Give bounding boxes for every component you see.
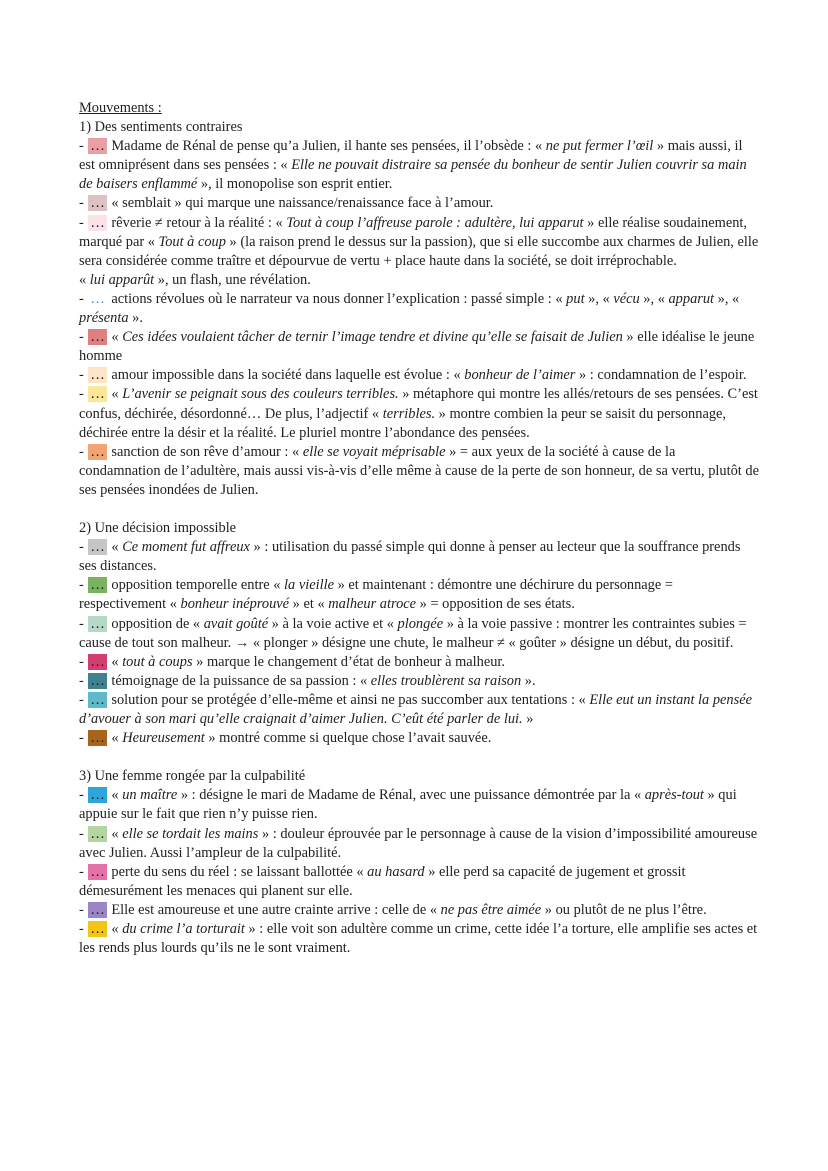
body-text: » elle perd sa capacité de jugement et grossit démesurément les menaces qui planent sur elle. — [79, 863, 686, 899]
list-item — [79, 538, 759, 576]
bullet-dash: - — [79, 290, 88, 307]
list-item — [79, 901, 759, 920]
body-text: », un flash, une révélation. — [154, 271, 311, 288]
list-item — [79, 729, 759, 748]
bullet-dash: - — [79, 443, 88, 460]
body-text: » elle réalise soudainement, marqué par « — [79, 214, 747, 250]
quote-text: ne put fermer l’œil — [545, 138, 654, 155]
list-item — [79, 194, 759, 213]
color-marker: … — [90, 921, 105, 938]
list-item — [79, 137, 759, 194]
body-text: « — [111, 730, 123, 747]
bullet-dash: - — [79, 329, 88, 346]
section-spacer — [79, 500, 759, 519]
list-item — [79, 653, 759, 672]
color-marker: … — [90, 863, 105, 880]
list-item — [79, 920, 759, 958]
list-item — [79, 290, 759, 328]
body-text: « — [111, 787, 123, 804]
bullet-dash: - — [79, 787, 88, 804]
color-marker: … — [90, 653, 105, 670]
quote-text: elle se tordait les mains — [122, 825, 259, 842]
bullet-dash: - — [79, 138, 88, 155]
body-text: « — [79, 271, 90, 288]
bullet-dash: - — [79, 901, 88, 918]
quote-text: Elle eut un instant la pensée d’avouer à son mari qu’elle craignait d’aimer Julien. C’eût été parler de lui. — [79, 691, 753, 727]
bullet-dash: - — [79, 921, 88, 938]
quote-text: un maître — [122, 787, 178, 804]
body-text: témoignage de la puissance de sa passion : « — [111, 672, 371, 689]
list-item — [79, 615, 759, 653]
body-text: », « — [639, 290, 669, 307]
body-text: », « — [584, 290, 614, 307]
body-text: « — [111, 825, 123, 842]
body-text: » : condamnation de l’espoir. — [575, 367, 747, 384]
quote-text: L’avenir se peignait sous des couleurs terribles. — [122, 386, 399, 403]
body-text: » et « — [289, 596, 329, 613]
body-text: « — [111, 386, 123, 403]
body-text: solution pour se protégée d’elle-même et ainsi ne pas succomber aux tentations : « — [111, 691, 590, 708]
color-marker: … — [90, 901, 105, 918]
section-3 — [79, 767, 759, 958]
bullet-dash: - — [79, 730, 88, 747]
quote-text: put — [566, 290, 585, 307]
body-text: actions révolues où le narrateur va nous donner l’explication : passé simple : « — [111, 290, 567, 307]
body-text: ». — [128, 310, 143, 327]
body-text: « semblait » qui marque une naissance/renaissance face à l’amour. — [111, 195, 494, 212]
document-body — [79, 99, 759, 958]
body-text: », il monopolise son esprit entier. — [197, 176, 393, 193]
body-text: » montre combien la peur se saisit du personnage, déchirée entre la désir et la réalité. Le pluriel montre l’abondance des pensées. — [79, 405, 727, 441]
quote-text: vécu — [613, 290, 640, 307]
quote-text: Tout à coup — [158, 233, 226, 250]
body-text: ». — [521, 672, 536, 689]
body-text: » = opposition de ses états. — [416, 596, 575, 613]
body-text: » marque le changement d’état de bonheur à malheur. — [192, 653, 506, 670]
body-text: » : douleur éprouvée par le personnage à cause de la vision d’impossibilité amoureuse avec Julien. Aussi l’ampleur de la culpabilité. — [79, 825, 758, 861]
bullet-dash: - — [79, 672, 88, 689]
body-text: sanction de son rêve d’amour : « — [111, 443, 303, 460]
body-text: » : utilisation du passé simple qui donne à penser au lecteur que la souffrance prends ses distances. — [79, 539, 741, 575]
quote-text: terribles. — [382, 405, 436, 422]
body-text: » (la raison prend le dessus sur la passion), que si elle succombe aux charmes de Julien, elle sera considérée comme traître et dépourvue de vertu + place haute dans la société, se doit irréprochable. — [79, 233, 759, 269]
list-item — [79, 328, 759, 366]
list-item — [79, 443, 759, 500]
body-text: » à la voie active et « — [268, 615, 398, 632]
color-marker: … — [90, 672, 105, 689]
sections-container — [79, 118, 759, 958]
color-marker: … — [90, 539, 105, 556]
quote-text: Ce moment fut affreux — [122, 539, 250, 556]
quote-text: présenta — [79, 310, 129, 327]
bullet-dash: - — [79, 386, 88, 403]
list-item — [79, 786, 759, 824]
section-2 — [79, 519, 759, 748]
body-text: Elle est amoureuse et une autre crainte arrive : celle de « — [111, 901, 441, 918]
body-text: » et maintenant : démontre une déchirure du personnage = respectivement « — [79, 577, 673, 613]
bullet-dash: - — [79, 367, 88, 384]
quote-text: Ces idées voulaient tâcher de ternir l’image tendre et divine qu’elle se faisait de Julien — [122, 329, 623, 346]
body-text: » ou plutôt de ne plus l’être. — [541, 901, 707, 918]
quote-text: après-tout — [644, 787, 704, 804]
body-text: perte du sens du réel : se laissant ballottée « — [111, 863, 368, 880]
quote-text: avait goûté — [203, 615, 269, 632]
body-text: » mais aussi, il est omniprésent dans ses pensées : « — [79, 138, 743, 174]
list-item — [79, 271, 759, 290]
body-text: », « — [714, 290, 740, 307]
quote-text: elles troublèrent sa raison — [370, 672, 522, 689]
body-text: amour impossible dans la société dans laquelle est évolue : « — [111, 367, 465, 384]
list-item — [79, 385, 759, 442]
quote-text: Heureusement — [122, 730, 205, 747]
quote-text: apparut — [668, 290, 715, 307]
color-marker: … — [90, 386, 105, 403]
bullet-dash: - — [79, 195, 88, 212]
page-heading: Mouvements : — [79, 100, 162, 116]
quote-text: lui apparût — [89, 271, 155, 288]
section-spacer — [79, 748, 759, 767]
list-item — [79, 576, 759, 614]
section-1 — [79, 118, 759, 500]
section-title: 2) Une décision impossible — [79, 520, 237, 537]
list-item — [79, 366, 759, 385]
bullet-dash: - — [79, 577, 88, 594]
list-item — [79, 214, 759, 271]
color-marker: … — [90, 214, 105, 231]
quote-text: plongée — [397, 615, 444, 632]
quote-text: tout à coups — [122, 653, 193, 670]
quote-text: malheur atroce — [328, 596, 417, 613]
list-item — [79, 863, 759, 901]
body-text: rêverie ≠ retour à la réalité : « — [111, 214, 287, 231]
color-marker: … — [90, 290, 105, 307]
quote-text: la vieille — [284, 577, 334, 594]
body-text: Madame de Rénal de pense qu’a Julien, il hante ses pensées, il l’obsède : « — [111, 138, 546, 155]
bullet-dash: - — [79, 863, 88, 880]
bullet-dash: - — [79, 214, 88, 231]
list-item — [79, 672, 759, 691]
color-marker: … — [90, 825, 105, 842]
body-text: « — [111, 653, 123, 670]
quote-text: bonheur inéprouvé — [180, 596, 290, 613]
body-text: « — [111, 921, 123, 938]
body-text: » elle idéalise le jeune homme — [79, 329, 755, 365]
color-marker: … — [90, 138, 105, 155]
color-marker: … — [90, 787, 105, 804]
quote-text: bonheur de l’aimer — [464, 367, 576, 384]
quote-text: au hasard — [367, 863, 425, 880]
color-marker: … — [90, 730, 105, 747]
section-title: 3) Une femme rongée par la culpabilité — [79, 768, 306, 785]
list-item — [79, 825, 759, 863]
bullet-dash: - — [79, 825, 88, 842]
body-text: » à la voie passive : montrer les contraintes subies = cause de tout son malheur. → « plonger » désigne une chute, le malheur ≠ « goûter » désigne un début, du positif. — [79, 615, 747, 651]
color-marker: … — [90, 443, 105, 460]
body-text: » : désigne le mari de Madame de Rénal, avec une puissance démontrée par la « — [177, 787, 645, 804]
quote-text: du crime l’a torturait — [122, 921, 245, 938]
list-item — [79, 691, 759, 729]
body-text: opposition temporelle entre « — [111, 577, 285, 594]
body-text: » qui appuie sur le fait que rien n’y puisse rien. — [79, 787, 737, 823]
body-text: « — [111, 329, 123, 346]
quote-text: elle se voyait méprisable — [302, 443, 446, 460]
bullet-dash: - — [79, 691, 88, 708]
color-marker: … — [90, 329, 105, 346]
body-text: » — [522, 711, 534, 727]
color-marker: … — [90, 367, 105, 384]
body-text: opposition de « — [111, 615, 204, 632]
bullet-dash: - — [79, 653, 88, 670]
bullet-dash: - — [79, 539, 88, 556]
quote-text: Tout à coup l’affreuse parole : adultère, lui apparut — [286, 214, 584, 231]
bullet-dash: - — [79, 615, 88, 632]
body-text: » montré comme si quelque chose l’avait sauvée. — [204, 730, 492, 747]
color-marker: … — [90, 691, 105, 708]
quote-text: ne pas être aimée — [440, 901, 542, 918]
body-text: » = aux yeux de la société à cause de la condamnation de l’adultère, mais aussi vis-à-vis d’elle même à cause de la perte de son honneur, de sa vertu, plutôt de ses pensées inondées de Julien. — [79, 443, 759, 498]
body-text: » métaphore qui montre les allés/retours de ses pensées. C’est confus, déchirée, désordonné… De plus, l’adjectif « — [79, 386, 758, 422]
body-text: » : elle voit son adultère comme un crime, cette idée l’a torture, elle amplifie ses actes et les rends plus lourds qu’ils ne le sont vraiment. — [79, 921, 758, 957]
color-marker: … — [90, 195, 105, 212]
color-marker: … — [90, 577, 105, 594]
quote-text: Elle ne pouvait distraire sa pensée du bonheur de sentir Julien couvrir sa main de baisers enflammé — [79, 157, 747, 193]
body-text: « — [111, 539, 123, 556]
section-title: 1) Des sentiments contraires — [79, 119, 243, 136]
color-marker: … — [90, 615, 105, 632]
